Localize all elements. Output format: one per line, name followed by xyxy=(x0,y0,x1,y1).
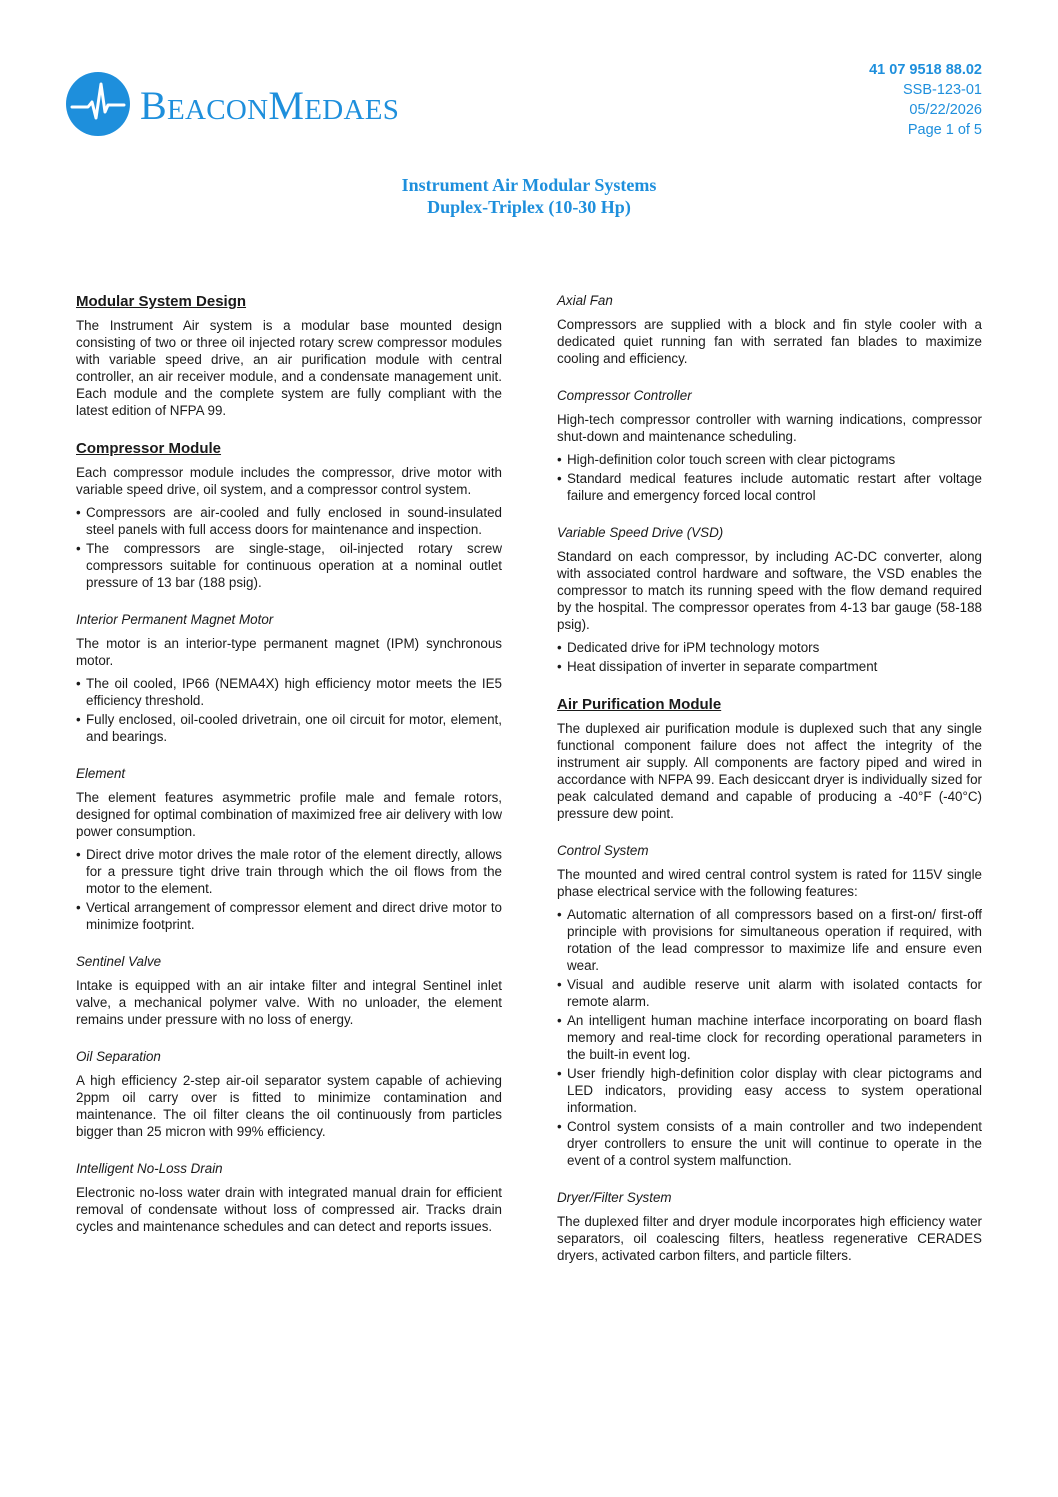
section-compressor-module xyxy=(76,439,502,591)
section-oil-separation xyxy=(76,1048,502,1140)
section-heading: Control System xyxy=(557,843,649,858)
bullet-item: • Control system consists of a main controller and two independent dryer controllers to ensure the unit will continue to operate in the event of a control system malfunction. xyxy=(557,1118,982,1169)
section-heading: Intelligent No-Loss Drain xyxy=(76,1161,223,1176)
bullet-item: • Compressors are air-cooled and fully enclosed in sound-insulated steel panels with full access doors for maintenance and inspection. xyxy=(76,504,502,538)
section-control-system xyxy=(557,842,982,1169)
section-element xyxy=(76,765,502,933)
title-line-2: Duplex-Triplex (10-30 Hp) xyxy=(427,197,631,217)
page-indicator: Page 1 of 5 xyxy=(907,122,982,138)
section-paragraph: Compressors are supplied with a block and fin style cooler with a dedicated quiet running fan with serrated fan blades to maximize cooling and efficiency. xyxy=(557,317,982,366)
section-paragraph: Each compressor module includes the compressor, drive motor with variable speed drive, oil system, and a compressor control system. xyxy=(76,465,502,497)
heartbeat-circle-icon xyxy=(66,72,130,136)
section-paragraph: A high efficiency 2-step air-oil separator system capable of achieving 2ppm oil carry over is fitted to minimize contamination and maintenance. The oil filter cleans the oil continuously from particles bigger than 25 micron with 99% efficiency. xyxy=(76,1073,502,1139)
section-paragraph: The duplexed filter and dryer module incorporates high efficiency water separators, oil coalescing filters, heatless regenerative CERADES dryers, activated carbon filters, and particle filters. xyxy=(557,1214,982,1263)
section-paragraph: The Instrument Air system is a modular base mounted design consisting of two or three oil injected rotary screw compressor modules with variable speed drive, an air purification module with central controller, an air receiver module, and a condensate management unit. Each module and the complete system are fully compliant with the latest edition of NFPA 99. xyxy=(76,318,502,418)
document-info xyxy=(869,60,982,140)
section-heading: Oil Separation xyxy=(76,1049,161,1064)
section-interior-permanent-magnet-motor xyxy=(76,611,502,745)
document-code: SSB-123-01 xyxy=(903,82,982,98)
bullet-item: • Automatic alternation of all compressors based on a first-on/ first-off principle with provisions for simultaneous operation if required, with rotation of the lead compressor to maximize life and ensure even wear. xyxy=(557,906,982,974)
bullet-item: • High-definition color touch screen with clear pictograms xyxy=(557,451,982,468)
section-heading: Interior Permanent Magnet Motor xyxy=(76,612,274,627)
bullet-item: • The oil cooled, IP66 (NEMA4X) high efficiency motor meets the IE5 efficiency threshold. xyxy=(76,675,502,709)
bullet-list xyxy=(557,451,982,504)
section-heading: Sentinel Valve xyxy=(76,954,162,969)
section-intelligent-no-loss-drain xyxy=(76,1160,502,1235)
right-column xyxy=(557,292,982,1284)
left-column xyxy=(76,292,502,1255)
section-sentinel-valve xyxy=(76,953,502,1028)
section-paragraph: High-tech compressor controller with warning indications, compressor shut-down and maintenance scheduling. xyxy=(557,412,982,444)
bullet-item: • Direct drive motor drives the male rotor of the element directly, allows for a pressure tight drive train through which the oil flows from the motor to the element. xyxy=(76,846,502,897)
title-line-1: Instrument Air Modular Systems xyxy=(401,175,657,195)
section-paragraph: Electronic no-loss water drain with integrated manual drain for efficient removal of condensate without loss of compressed air. Tracks drain cycles and maintenance schedules and can detect and reports issues. xyxy=(76,1185,502,1234)
bullet-list xyxy=(557,906,982,1169)
section-heading: Air Purification Module xyxy=(557,696,722,713)
bullet-list xyxy=(76,504,502,591)
bullet-item: • Standard medical features include automatic restart after voltage failure and emergency forced local control xyxy=(557,470,982,504)
section-compressor-controller xyxy=(557,387,982,504)
bullet-list xyxy=(557,639,982,675)
bullet-list xyxy=(76,846,502,933)
bullet-item: • Vertical arrangement of compressor element and direct drive motor to minimize footprint. xyxy=(76,899,502,933)
logo-wordmark: BEACONMEDAES xyxy=(140,83,400,128)
section-paragraph: The motor is an interior-type permanent magnet (IPM) synchronous motor. xyxy=(76,636,502,668)
section-heading: Variable Speed Drive (VSD) xyxy=(557,525,724,540)
section-dryer-filter-system xyxy=(557,1189,982,1264)
section-heading: Modular System Design xyxy=(76,293,247,310)
section-heading: Dryer/Filter System xyxy=(557,1190,672,1205)
document-title xyxy=(0,174,1058,218)
section-air-purification-module xyxy=(557,695,982,822)
bullet-item: • Dedicated drive for iPM technology motors xyxy=(557,639,982,656)
section-axial-fan xyxy=(557,292,982,367)
bullet-list xyxy=(76,675,502,745)
section-paragraph: The element features asymmetric profile male and female rotors, designed for optimal combination of maximized free air delivery with low power consumption. xyxy=(76,790,502,839)
bullet-item: • The compressors are single-stage, oil-injected rotary screw compressors suitable for continuous operation at a nominal outlet pressure of 13 bar (188 psig). xyxy=(76,540,502,591)
section-heading: Element xyxy=(76,766,126,781)
company-logo xyxy=(66,72,400,138)
bullet-item: • Fully enclosed, oil-cooled drivetrain, one oil circuit for motor, element, and bearings. xyxy=(76,711,502,745)
document-date: 05/22/2026 xyxy=(909,102,982,118)
section-heading: Compressor Module xyxy=(76,440,222,457)
section-paragraph: The duplexed air purification module is duplexed such that any single functional component failure does not affect the integrity of the instrument air supply. All components are factory piped and wired in accordance with NFPA 99. Each desiccant dryer is individually sized for peak calculated demand and capable of producing a -40°F (-40°C) pressure dew point. xyxy=(557,721,982,821)
section-paragraph: The mounted and wired central control system is rated for 115V single phase electrical service with the following features: xyxy=(557,867,982,899)
section-heading: Axial Fan xyxy=(557,293,613,308)
section-modular-system-design xyxy=(76,292,502,419)
bullet-item: • Heat dissipation of inverter in separate compartment xyxy=(557,658,982,675)
section-paragraph: Intake is equipped with an air intake filter and integral Sentinel inlet valve, a mechanical polymer valve. With no unloader, the element remains under pressure with no loss of energy. xyxy=(76,978,502,1027)
section-heading: Compressor Controller xyxy=(557,388,692,403)
bullet-item: • User friendly high-definition color display with clear pictograms and LED indicators, providing easy access to system operational information. xyxy=(557,1065,982,1116)
section-paragraph: Standard on each compressor, by including AC-DC converter, along with associated control hardware and software, the VSD enables the compressor to match its running speed with the flow demand required by the hospital. The compressor operates from 4-13 bar gauge (58-188 psig). xyxy=(557,549,982,632)
section-variable-speed-drive-vsd xyxy=(557,524,982,675)
document-number: 41 07 9518 88.02 xyxy=(869,62,982,78)
bullet-item: • Visual and audible reserve unit alarm with isolated contacts for remote alarm. xyxy=(557,976,982,1010)
bullet-item: • An intelligent human machine interface incorporating on board flash memory and real-time clock for recording operational parameters in the built-in event log. xyxy=(557,1012,982,1063)
